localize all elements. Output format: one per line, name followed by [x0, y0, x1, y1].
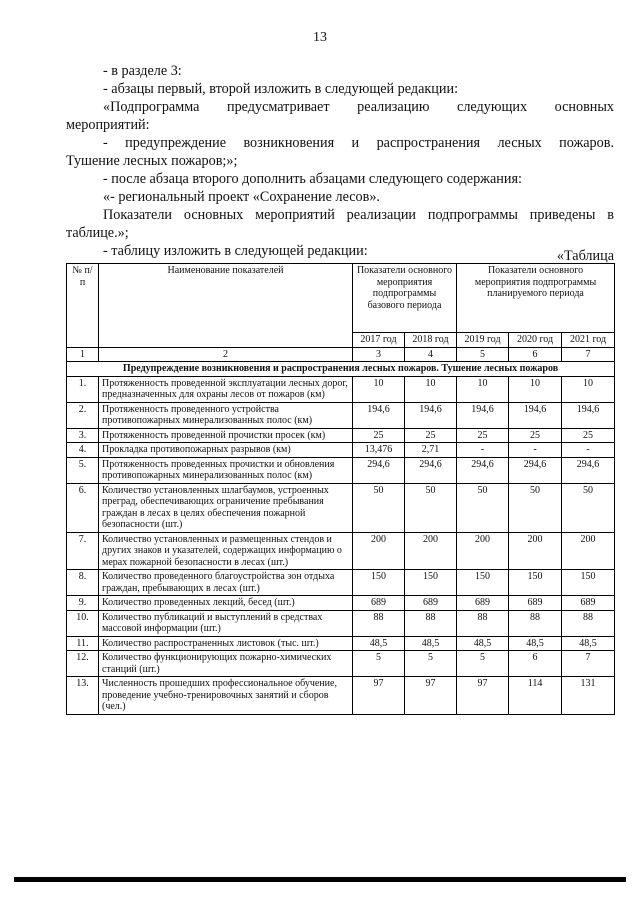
indicator-name: Количество функционирующих пожарно-химических станций (шт.): [99, 651, 353, 677]
indicator-value: 10: [562, 376, 615, 402]
indicator-value: 48,5: [562, 636, 615, 651]
row-number: 10.: [67, 610, 99, 636]
indicator-value: 689: [405, 596, 457, 611]
indicator-value: 689: [457, 596, 509, 611]
indicator-name: Количество установленных шлагбаумов, устроенных преград, обеспечивающих ограничение пребывания граждан в лесах в целях обеспечения пожарной безопасности (шт.): [99, 483, 353, 532]
indicator-value: 5: [405, 651, 457, 677]
paragraph-tablicu: - таблицу изложить в следующей редакции:: [103, 243, 368, 259]
paragraph-preduprezhdenie-line1: - предупреждение возникновения и распространения лесных пожаров.: [103, 135, 614, 151]
indicator-value: 25: [457, 428, 509, 443]
indicator-value: 25: [353, 428, 405, 443]
row-number: 12.: [67, 651, 99, 677]
indicator-value: 194,6: [353, 402, 405, 428]
indicator-value: 200: [457, 532, 509, 570]
paragraph-pokazateli-line2: таблице.»;: [66, 225, 129, 241]
indicator-name: Количество проведенных лекций, бесед (шт.): [99, 596, 353, 611]
indicator-value: 150: [509, 570, 562, 596]
indicator-name: Количество публикаций и выступлений в средствах массовой информации (шт.): [99, 610, 353, 636]
indicator-name: Протяженность проведенной прочистки просек (км): [99, 428, 353, 443]
header-base-period: Показатели основного мероприятия подпрограммы базового периода: [353, 264, 457, 333]
indicator-name: Протяженность проведенной эксплуатации лесных дорог, предназначенных для охраны лесов от пожаров (км): [99, 376, 353, 402]
indicator-value: 194,6: [457, 402, 509, 428]
indicator-name: Численность прошедших профессиональное обучение, проведение учебно-тренировочных занятий и сборов (чел.): [99, 677, 353, 715]
row-number: 9.: [67, 596, 99, 611]
indicator-value: 88: [562, 610, 615, 636]
table-row: [67, 596, 615, 611]
indicator-value: 150: [405, 570, 457, 596]
indicator-value: 48,5: [509, 636, 562, 651]
indicator-value: 10: [509, 376, 562, 402]
indicator-value: 50: [562, 483, 615, 532]
table-row: [67, 376, 615, 402]
paragraph-regional-project: «- региональный проект «Сохранение лесов».: [103, 189, 380, 205]
table-row: [67, 651, 615, 677]
table-row: [67, 483, 615, 532]
section-title: Предупреждение возникновения и распространения лесных пожаров. Тушение лесных пожаров: [67, 362, 615, 377]
indicator-name: Протяженность проведенного устройства противопожарных минерализованных полос (км): [99, 402, 353, 428]
indicator-value: 194,6: [509, 402, 562, 428]
indicator-value: 200: [509, 532, 562, 570]
indicator-value: 48,5: [405, 636, 457, 651]
indicator-value: 114: [509, 677, 562, 715]
indicator-value: 689: [562, 596, 615, 611]
column-index: 6: [509, 347, 562, 362]
header-year: 2017 год: [353, 333, 405, 348]
indicator-value: 50: [457, 483, 509, 532]
indicator-value: 131: [562, 677, 615, 715]
table-row: [67, 636, 615, 651]
header-year: 2020 год: [509, 333, 562, 348]
paragraph-podprogramma-line2: мероприятий:: [66, 117, 150, 133]
indicator-value: 97: [405, 677, 457, 715]
header-year: 2018 год: [405, 333, 457, 348]
row-number: 7.: [67, 532, 99, 570]
indicator-value: 88: [353, 610, 405, 636]
table-row: [67, 443, 615, 458]
indicator-value: 88: [405, 610, 457, 636]
indicator-value: 48,5: [457, 636, 509, 651]
row-number: 3.: [67, 428, 99, 443]
indicator-value: 25: [562, 428, 615, 443]
header-num: № п/п: [67, 264, 99, 348]
indicator-value: 200: [405, 532, 457, 570]
column-index: 1: [67, 347, 99, 362]
table-row: [67, 402, 615, 428]
column-index: 3: [353, 347, 405, 362]
row-number: 8.: [67, 570, 99, 596]
indicator-value: 25: [509, 428, 562, 443]
row-number: 5.: [67, 457, 99, 483]
indicator-value: 50: [509, 483, 562, 532]
table-caption: «Таблица: [556, 248, 614, 264]
indicator-value: 689: [509, 596, 562, 611]
indicator-value: 50: [353, 483, 405, 532]
indicator-value: 88: [457, 610, 509, 636]
indicator-name: Протяженность проведенных прочистки и обновления противопожарных минерализованных полос (км): [99, 457, 353, 483]
indicator-value: 294,6: [457, 457, 509, 483]
row-number: 4.: [67, 443, 99, 458]
indicator-value: 5: [457, 651, 509, 677]
indicator-value: 10: [457, 376, 509, 402]
indicator-value: 689: [353, 596, 405, 611]
paragraph-posle-abzaca: - после абзаца второго дополнить абзацами следующего содержания:: [103, 171, 522, 187]
table-row: [67, 457, 615, 483]
indicator-value: 5: [353, 651, 405, 677]
indicator-value: 200: [562, 532, 615, 570]
indicator-name: Количество проведенного благоустройства зон отдыха граждан, пребывающих в лесах (шт.): [99, 570, 353, 596]
bottom-rule: [14, 877, 626, 882]
indicator-value: 7: [562, 651, 615, 677]
indicator-value: -: [562, 443, 615, 458]
column-index: 4: [405, 347, 457, 362]
page-number: 13: [313, 30, 327, 45]
indicator-value: 194,6: [562, 402, 615, 428]
indicator-value: 294,6: [405, 457, 457, 483]
header-year: 2019 год: [457, 333, 509, 348]
paragraph-section-3: - в разделе 3:: [103, 63, 182, 79]
indicator-value: 294,6: [562, 457, 615, 483]
row-number: 6.: [67, 483, 99, 532]
column-index: 7: [562, 347, 615, 362]
table-row: [67, 570, 615, 596]
indicator-value: 194,6: [405, 402, 457, 428]
row-number: 2.: [67, 402, 99, 428]
indicator-value: 10: [353, 376, 405, 402]
indicator-value: 25: [405, 428, 457, 443]
indicator-value: 150: [457, 570, 509, 596]
table-row: [67, 677, 615, 715]
row-number: 1.: [67, 376, 99, 402]
indicator-value: 294,6: [509, 457, 562, 483]
indicator-value: 150: [353, 570, 405, 596]
indicator-value: -: [509, 443, 562, 458]
indicator-value: 150: [562, 570, 615, 596]
indicator-value: 10: [405, 376, 457, 402]
indicator-value: -: [457, 443, 509, 458]
table-row: [67, 532, 615, 570]
indicator-value: 6: [509, 651, 562, 677]
indicator-value: 50: [405, 483, 457, 532]
paragraph-podprogramma-line1: «Подпрограмма предусматривает реализацию следующих основных: [103, 99, 614, 115]
table-row: [67, 428, 615, 443]
header-year: 2021 год: [562, 333, 615, 348]
header-name: Наименование показателей: [99, 264, 353, 348]
row-number: 13.: [67, 677, 99, 715]
column-index: 5: [457, 347, 509, 362]
paragraph-abzacy: - абзацы первый, второй изложить в следующей редакции:: [103, 81, 459, 97]
indicator-value: 2,71: [405, 443, 457, 458]
row-number: 11.: [67, 636, 99, 651]
paragraph-pokazateli-line1: Показатели основных мероприятий реализации подпрограммы приведены в: [103, 207, 614, 223]
indicator-value: 97: [457, 677, 509, 715]
indicator-value: 97: [353, 677, 405, 715]
indicator-value: 200: [353, 532, 405, 570]
indicator-value: 294,6: [353, 457, 405, 483]
indicator-name: Количество распространенных листовок (тыс. шт.): [99, 636, 353, 651]
column-index: 2: [99, 347, 353, 362]
indicator-value: 88: [509, 610, 562, 636]
table-row: [67, 610, 615, 636]
indicator-name: Количество установленных и размещенных стендов и других знаков и указателей, содержащих информацию о мерах пожарной безопасности в лесах (шт.): [99, 532, 353, 570]
indicator-name: Прокладка противопожарных разрывов (км): [99, 443, 353, 458]
indicator-value: 48,5: [353, 636, 405, 651]
header-plan-period: Показатели основного мероприятия подпрограммы планируемого периода: [457, 264, 615, 333]
indicator-value: 13,476: [353, 443, 405, 458]
indicators-table: [66, 263, 615, 715]
paragraph-preduprezhdenie-line2: Тушение лесных пожаров;»;: [66, 153, 238, 169]
